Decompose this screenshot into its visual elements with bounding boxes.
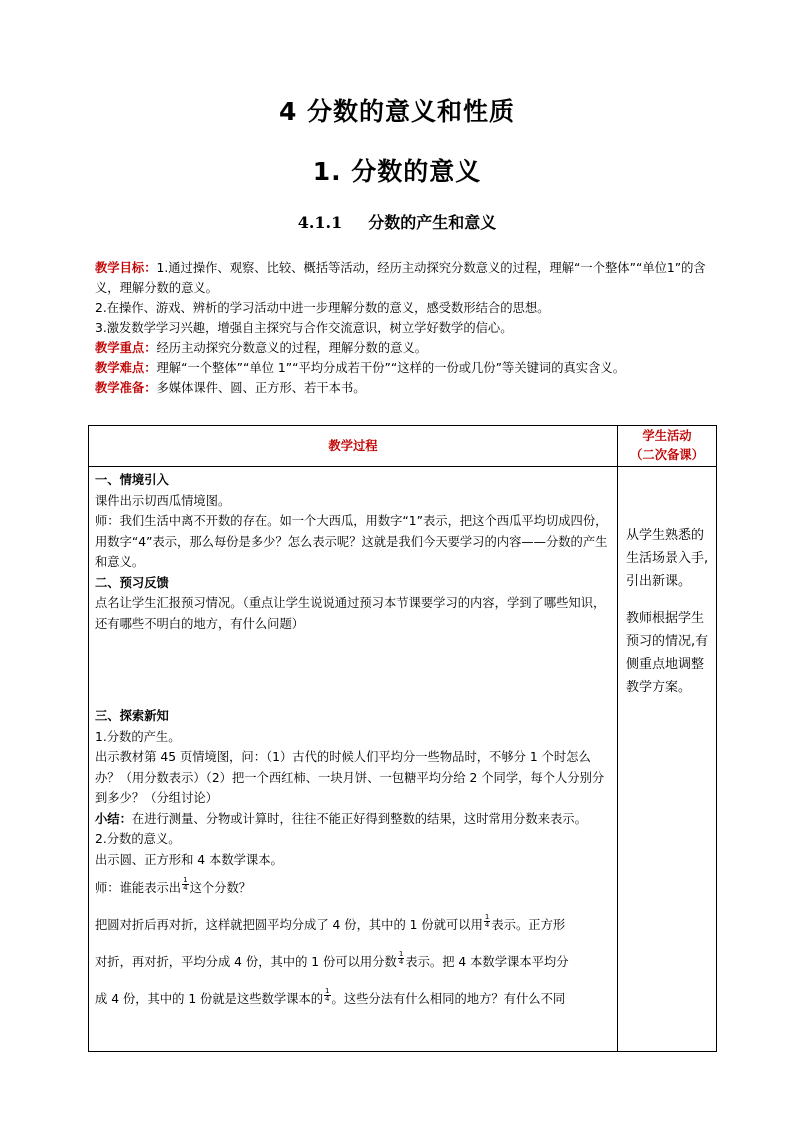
fraction-line-1	[95, 907, 611, 944]
section-2-title: 二、预习反馈	[95, 575, 169, 590]
header-activity-line1: 学生活动	[642, 429, 692, 443]
goal-line-2: 2.在操作、游戏、辨析的学习活动中进一步理解分数的意义，感受数形结合的思想。	[95, 301, 550, 315]
lesson-name: 分数的产生和意义	[368, 213, 497, 232]
l2-after: 表示。把 4 本数学课本平均分	[405, 955, 569, 969]
l1-after: 表示。正方形	[491, 918, 566, 932]
prep-label: 教学准备：	[95, 381, 157, 395]
header-activity	[618, 426, 717, 467]
section-title: 1. 分数的意义	[312, 157, 482, 186]
fraction-numerator: 1	[183, 876, 188, 884]
prep-text: 多媒体课件、圆、正方形、若干本书。	[156, 381, 366, 395]
section-3-para-1: 1.分数的产生。	[95, 729, 181, 744]
fraction-numerator: 1	[325, 987, 330, 995]
goal-line-3: 3.激发数学学习兴趣，增强自主探究与合作交流意识，树立学好数学的信心。	[95, 321, 513, 335]
l2-before: 对折，再对折，平均分成 4 份，其中的 1 份可以用分数	[95, 955, 397, 969]
fraction-denominator: 4	[325, 995, 330, 1003]
goal-line-1	[95, 258, 717, 298]
goal-1-text: 1.通过操作、观察、比较、概括等活动，经历主动探究分数意义的过程，理解“一个整体”“单位1”的含义，理解分数的意义。	[95, 261, 706, 295]
difficulty-point	[95, 358, 717, 378]
summary-text: 在进行测量、分物或计算时，往往不能正好得到整数的结果，这时常用分数来表示。	[131, 811, 587, 826]
lesson-intro	[95, 258, 717, 398]
lesson-number: 4.1.1	[297, 213, 343, 232]
fraction-denominator: 4	[484, 921, 490, 929]
header-activity-line2: （二次备课）	[630, 448, 704, 462]
key-text: 经历主动探究分数意义的过程，理解分数的意义。	[156, 341, 428, 355]
difficulty-label: 教学难点：	[95, 361, 157, 375]
key-point	[95, 338, 717, 358]
fraction-denominator: 4	[183, 884, 188, 892]
chapter-title: 4 分数的意义和性质	[278, 97, 516, 126]
section-3-title: 三、探索新知	[95, 709, 169, 723]
fraction-line-3	[95, 981, 611, 1018]
section-3-para-3: 2.分数的意义。	[95, 832, 181, 846]
section-1-title: 一、情境引入	[95, 473, 169, 487]
key-label: 教学重点：	[95, 341, 157, 355]
summary-label: 小结：	[95, 811, 132, 826]
section-3-para-4: 出示圆、正方形和 4 本数学课本。	[95, 852, 283, 867]
l3-before: 成 4 份，其中的 1 份就是这些数学课本的	[95, 992, 324, 1006]
section-1-para-1: 课件出示切西瓜情境图。	[95, 493, 231, 508]
fraction-denominator: 4	[398, 958, 404, 966]
spacer	[95, 634, 611, 706]
section-3-para-2: 出示教材第 45 页情境图，问：（1）古代的时候人们平均分一些物品时，不够分 1 个时怎么办？（用分数表示）（2）把一个西红柿、一块月饼、一包糖平均分给 2 个同学，每个人分别分到多少？（分组讨论）	[95, 750, 605, 805]
section-2-para-1: 点名让学生汇报预习情况。（重点让学生说说通过预习本节课要学习的内容，学到了哪些知识，还有哪些不明白的地方，有什么问题）	[95, 596, 606, 631]
summary	[95, 809, 611, 830]
fraction-one-quarter	[182, 877, 188, 892]
l3-after: 。这些分法有什么相同的地方？有什么不同	[331, 992, 566, 1006]
header-process: 教学过程	[89, 426, 618, 467]
difficulty-text: 理解“一个整体”“单位 1”“平均分成若干份”“这样的一份或几份”等关键词的真实含义。	[156, 361, 625, 375]
q-after: 这个分数？	[189, 881, 252, 895]
fraction-numerator: 1	[484, 913, 490, 921]
activity-cell	[618, 467, 717, 1052]
process-cell	[89, 467, 618, 1052]
lesson-title	[0, 210, 794, 233]
goal-label: 教学目标：	[95, 261, 157, 275]
fraction-line-2	[95, 944, 611, 981]
lesson-table	[88, 425, 717, 1052]
fraction-numerator: 1	[398, 950, 404, 958]
fraction-one-quarter	[398, 951, 404, 966]
preparation	[95, 378, 717, 398]
q-before: 师：谁能表示出	[95, 881, 182, 895]
section-1-para-2: 师：我们生活中离不开数的存在。如一个大西瓜，用数字“1”表示，把这个西瓜平均切成四份，用数字“4”表示，那么每份是多少？怎么表示呢？这就是我们今天要学习的内容——分数的产生和意义。	[95, 514, 608, 569]
fraction-one-quarter	[484, 914, 490, 929]
fraction-one-quarter	[324, 988, 330, 1003]
activity-note-1: 从学生熟悉的生活场景入手,引出新课。	[626, 528, 709, 589]
activity-note-2: 教师根据学生预习的情况,有侧重点地调整教学方案。	[626, 611, 709, 695]
teacher-question	[95, 870, 611, 907]
l1-before: 把圆对折后再对折，这样就把圆平均分成了 4 份，其中的 1 份就可以用	[95, 918, 483, 932]
